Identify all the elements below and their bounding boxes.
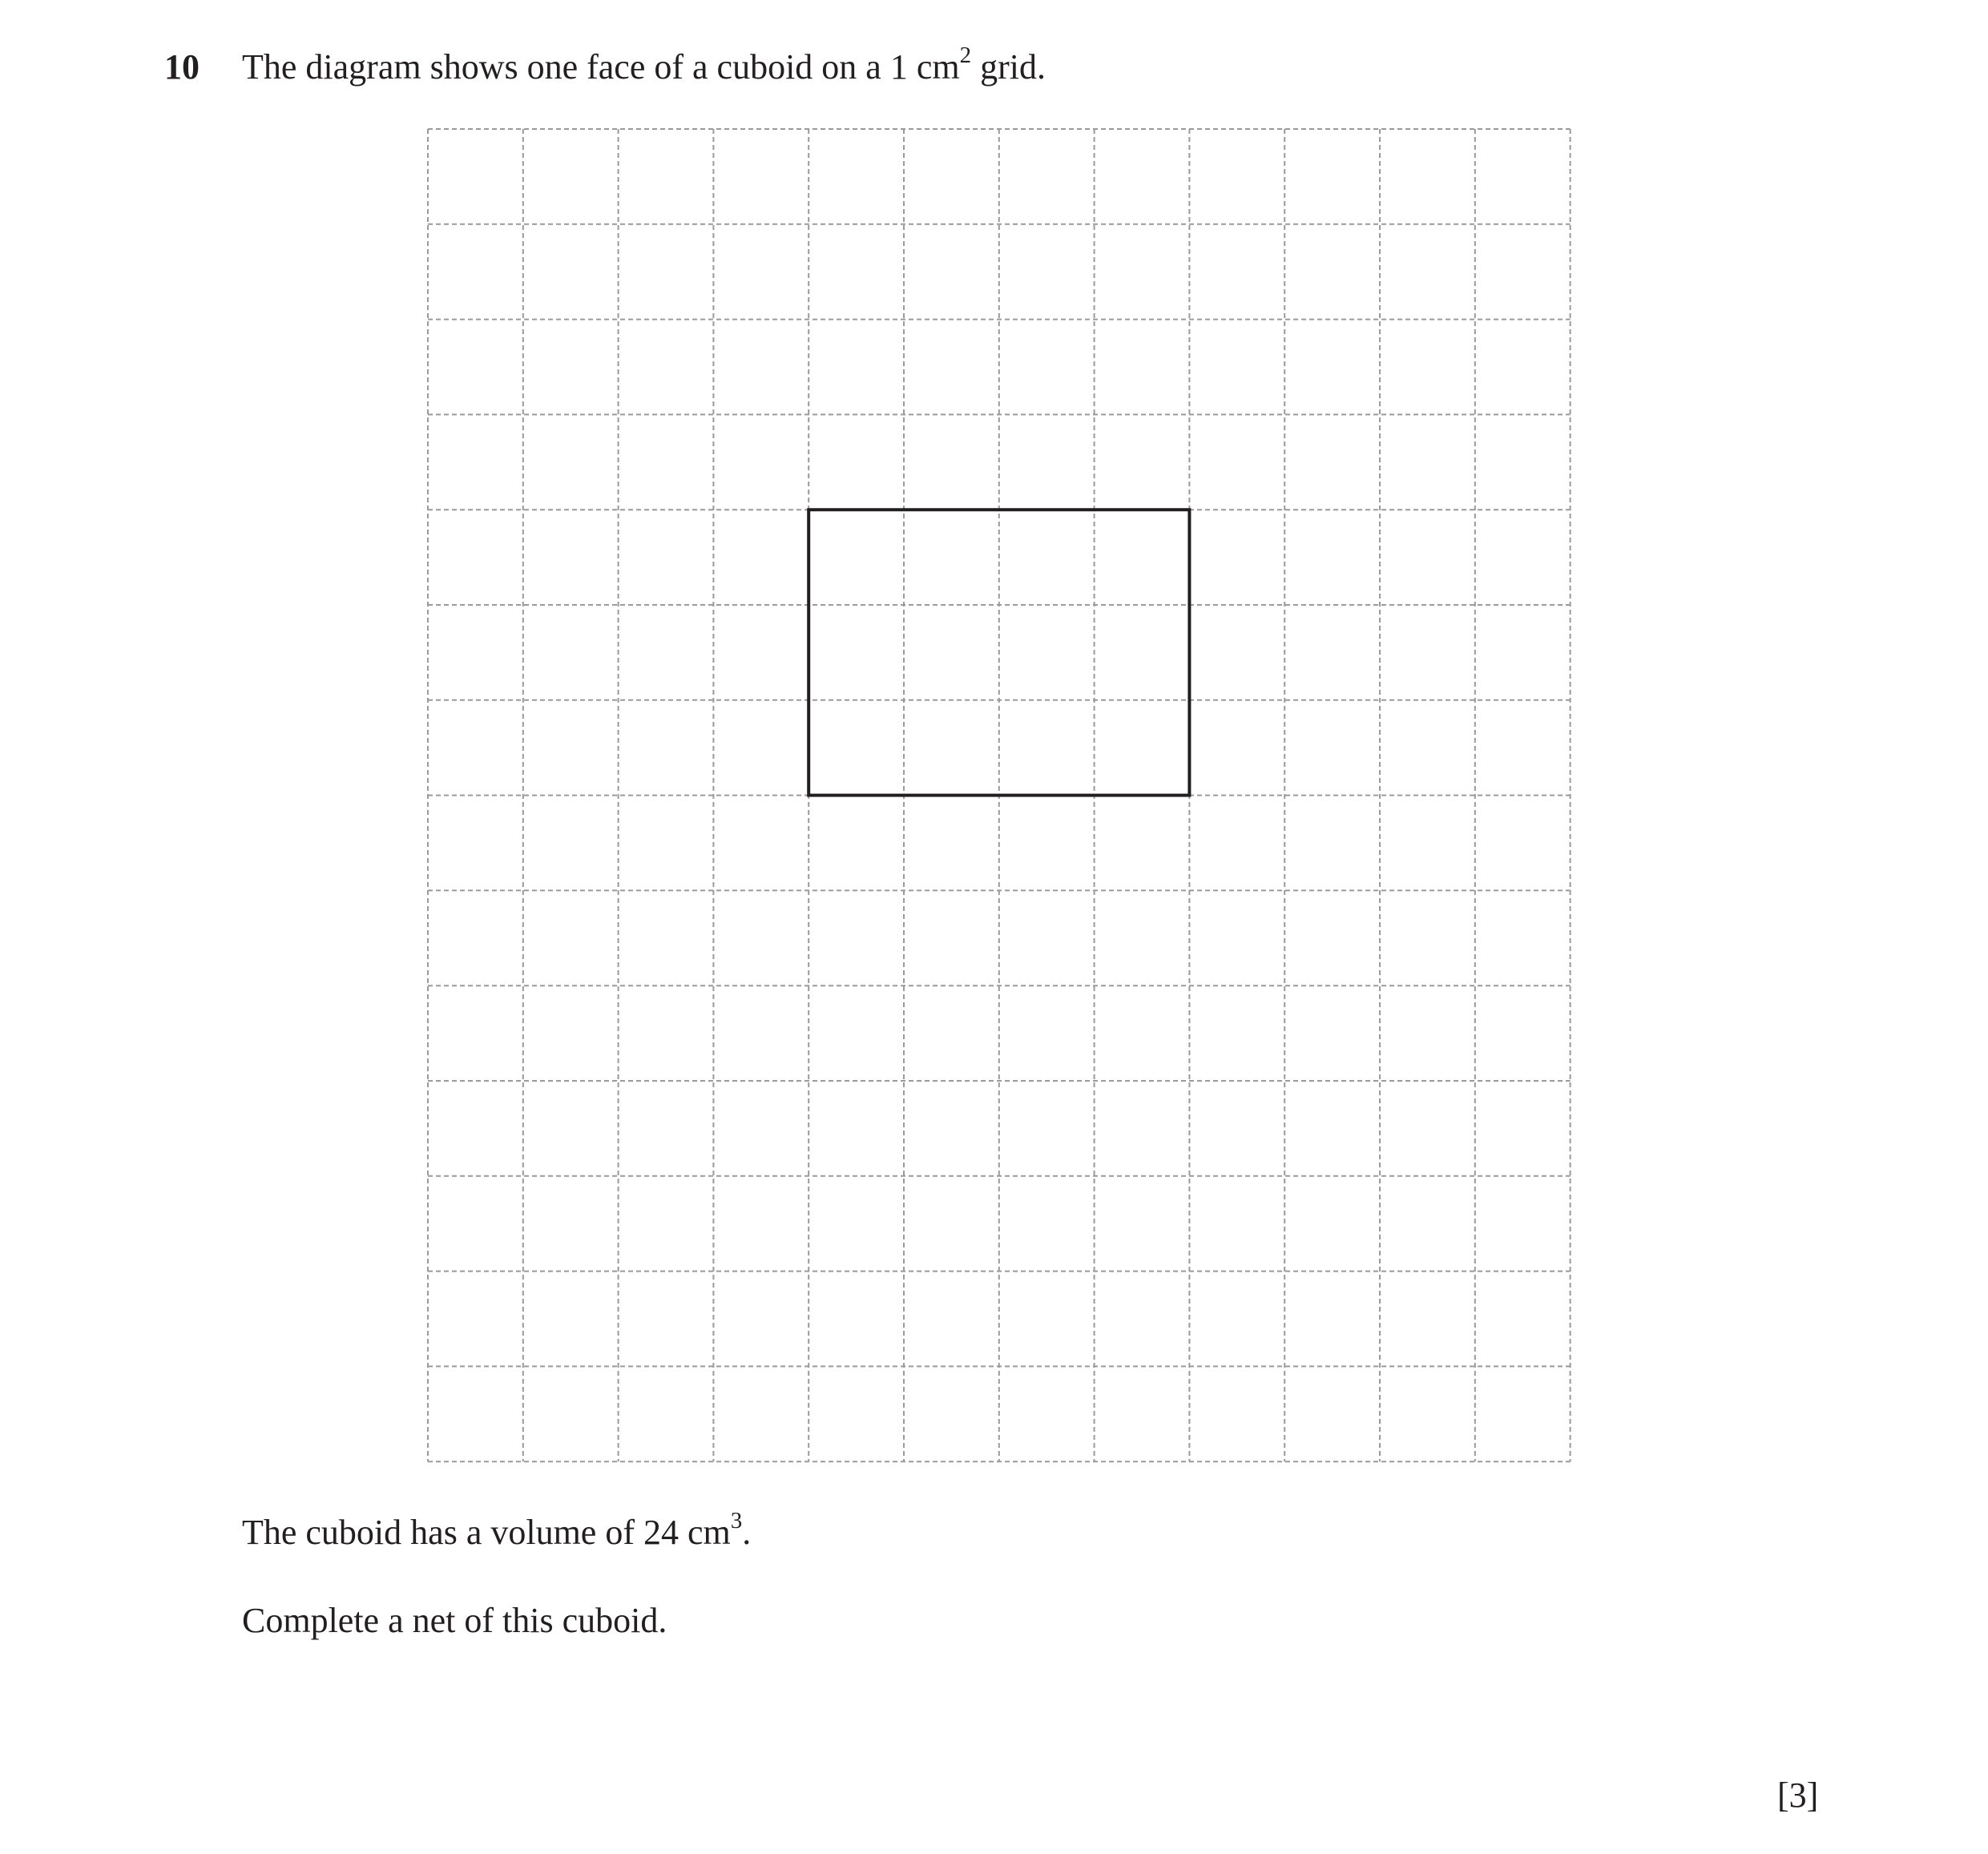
instruction-text: Complete a net of this cuboid. bbox=[242, 1601, 667, 1640]
stem-superscript: 2 bbox=[959, 42, 972, 69]
stem-text: The diagram shows one face of a cuboid on a 1 cm bbox=[242, 47, 960, 87]
marks-label: [3] bbox=[1777, 1775, 1819, 1815]
question-number: 10 bbox=[164, 47, 200, 87]
volume-text-end: . bbox=[742, 1513, 752, 1552]
stem-text-end: grid. bbox=[971, 47, 1046, 87]
volume-superscript: 3 bbox=[730, 1508, 743, 1534]
volume-text: The cuboid has a volume of 24 cm bbox=[242, 1513, 731, 1552]
volume-statement bbox=[242, 1504, 751, 1562]
